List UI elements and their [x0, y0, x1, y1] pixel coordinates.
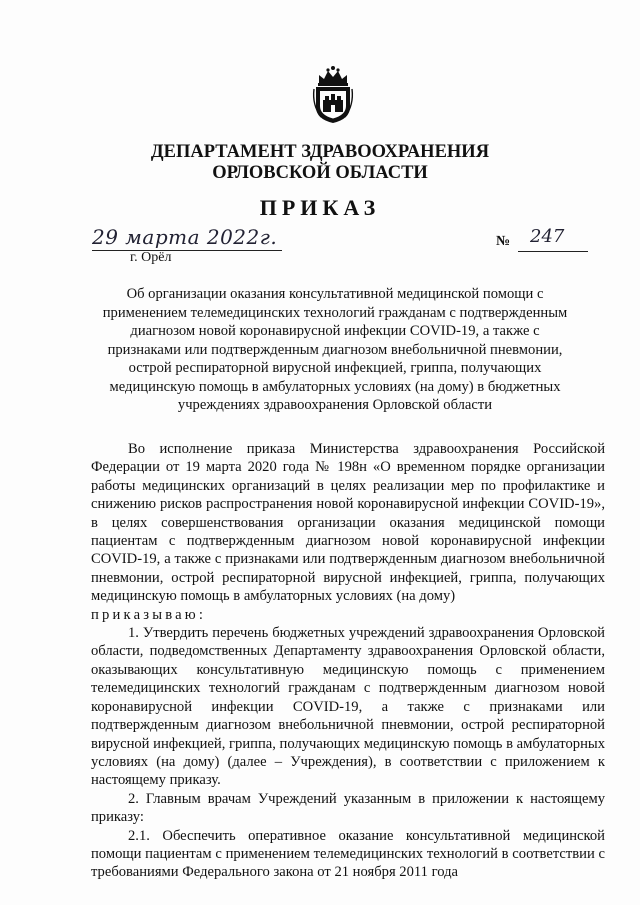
city-label: г. Орёл	[130, 250, 172, 265]
number-underline	[518, 251, 588, 252]
coat-of-arms-icon	[311, 65, 355, 125]
order-body	[91, 440, 605, 882]
document-type-title: ПРИКАЗ	[259, 195, 381, 220]
item-1-paragraph: 1. Утвердить перечень бюджетных учреждений здравоохранения Орловской области, подведомственных Департаменту здравоохранения Орловской области, оказывающих консультативную медицинскую помощь с применением телемедицинских технологий гражданам с подтвержденным диагнозом новой коронавирусной инфекции COVID-19, а также с признаками или подтвержденным диагнозом внебольничной пневмонии, острой респираторной вирусной инфекцией, гриппа, получающих медицинскую помощь в амбулаторных условиях (на дому) (далее – Учреждения), в соответствии с приложением к настоящему приказу.	[91, 625, 605, 789]
item-2-1-paragraph: 2.1. Обеспечить оперативное оказание консультативной медицинской помощи пациентам с применением телемедицинских технологий в соответствии с требованиями Федерального закона от 21 ноября 2011 года	[91, 827, 605, 881]
date-underline	[92, 250, 282, 251]
order-word: приказываю:	[91, 606, 207, 623]
department-name-line2: ОРЛОВСКОЙ ОБЛАСТИ	[212, 163, 428, 183]
order-subject: Об организации оказания консультативной медицинской помощи с применением телемедицинских технологий гражданам с подтвержденным диагнозом новой коронавирусной инфекции COVID-19, а также с признаками или подтвержденным диагнозом внебольничной пневмонии, острой респираторной вирусной инфекцией, гриппа, получающих медицинскую помощь в амбулаторных условиях (на дому) в бюджетных учреждениях здравоохранения Орловской области	[102, 286, 568, 413]
preamble-paragraph: Во исполнение приказа Министерства здравоохранения Российской Федерации от 19 марта 2020 года № 198н «О временном порядке организации работы медицинских организаций в целях реализации мер по профилактике и снижению рисков распространения новой коронавирусной инфекции COVID-19», в целях совершенствования организации оказания медицинской помощи пациентам с подтвержденным диагнозом новой коронавирусной инфекции COVID-19, а также с признаками или подтвержденным диагнозом внебольничной пневмонии, острой респираторной вирусной инфекцией, гриппа, получающих медицинскую помощь в амбулаторных условиях (на дому)	[91, 441, 605, 605]
handwritten-number: 247	[530, 226, 565, 247]
item-2-paragraph: 2. Главным врачам Учреждений указанным в приложении к настоящему приказу:	[91, 790, 605, 826]
number-label: №	[496, 234, 511, 249]
department-name-line1: ДЕПАРТАМЕНТ ЗДРАВООХРАНЕНИЯ	[150, 142, 490, 162]
handwritten-date: 29 марта 2022г.	[92, 225, 278, 249]
